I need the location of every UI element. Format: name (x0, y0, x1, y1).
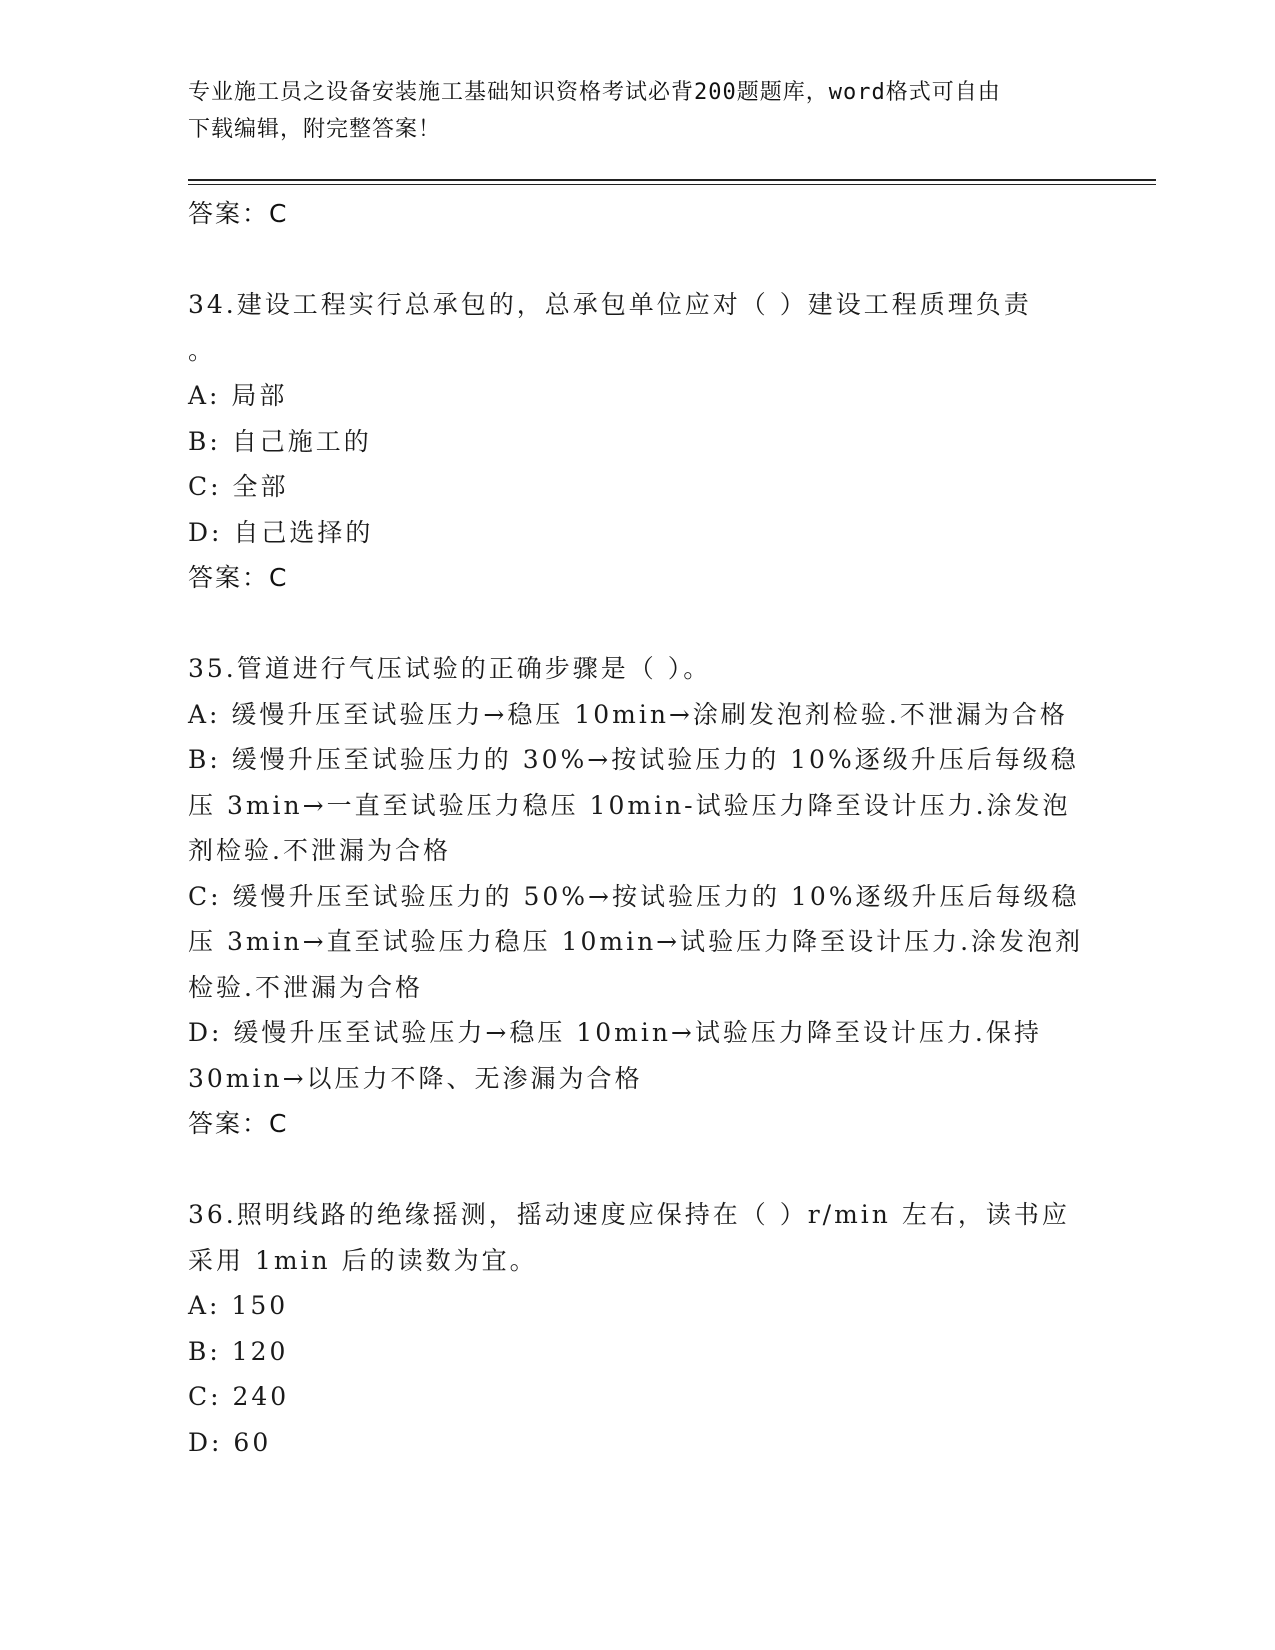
question-36-option-c: C: 240 (188, 1382, 290, 1411)
question-36-option-d: D: 60 (188, 1427, 272, 1457)
question-34-stem-cont: 。 (188, 335, 217, 365)
question-35-option-c-cont: 压 3min→直至试验压力稳压 10min→试验压力降至设计压力.涂发泡剂 (188, 927, 1084, 956)
question-35-option-d: D: 缓慢升压至试验压力→稳压 10min→试验压力降至设计压力.保持 (188, 1018, 1042, 1047)
question-34 (188, 282, 1088, 601)
question-36 (188, 1192, 1088, 1465)
question-35-option-b-cont: 压 3min→一直至试验压力稳压 10min-试验压力降至设计压力.涂发泡 (188, 790, 1071, 820)
question-35-option-a: A: 缓慢升压至试验压力→稳压 10min→涂刷发泡剂检验.不泄漏为合格 (188, 699, 1068, 729)
document-body (188, 191, 1088, 1465)
question-36-option-b: B: 120 (188, 1336, 289, 1366)
question-36-option-a: A: 150 (188, 1291, 289, 1320)
question-35-option-d-cont: 30min→以压力不降、无渗漏为合格 (188, 1063, 643, 1093)
header-line-1: 专业施工员之设备安装施工基础知识资格考试必背200题题库，word格式可自由 (188, 80, 1001, 105)
question-35-option-b-cont: 剂检验.不泄漏为合格 (188, 836, 451, 865)
question-35-option-b: B: 缓慢升压至试验压力的 30%→按试验压力的 10%逐级升压后每级稳 (188, 745, 1079, 774)
question-34-stem: 34.建设工程实行总承包的，总承包单位应对（ ）建设工程质理负责 (188, 290, 1032, 319)
header-divider-thick (188, 179, 1156, 181)
question-36-stem-cont: 采用 1min 后的读数为宜。 (188, 1245, 538, 1275)
question-34-option-c: C: 全部 (188, 472, 289, 501)
question-34-option-d: D: 自己选择的 (188, 517, 374, 547)
answer-33: 答案：C (188, 199, 289, 228)
question-35-stem: 35.管道进行气压试验的正确步骤是（ ）。 (188, 654, 712, 683)
spacer (188, 601, 1088, 647)
question-35 (188, 646, 1088, 1147)
header-line-2: 下载编辑，附完整答案！ (188, 117, 442, 142)
question-35-option-c-cont: 检验.不泄漏为合格 (188, 972, 423, 1002)
spacer (188, 237, 1088, 283)
answer-34: 答案：C (188, 563, 289, 592)
spacer (188, 1147, 1088, 1193)
question-36-stem: 36.照明线路的绝缘摇测，摇动速度应保持在（ ）r/min 左右，读书应 (188, 1200, 1070, 1229)
question-34-option-b: B: 自己施工的 (188, 426, 372, 456)
question-35-option-c: C: 缓慢升压至试验压力的 50%→按试验压力的 10%逐级升压后每级稳 (188, 881, 1080, 911)
document-header (188, 74, 1088, 148)
header-divider-thin (188, 184, 1156, 185)
answer-35: 答案：C (188, 1109, 289, 1138)
question-34-option-a: A: 局部 (188, 381, 288, 410)
